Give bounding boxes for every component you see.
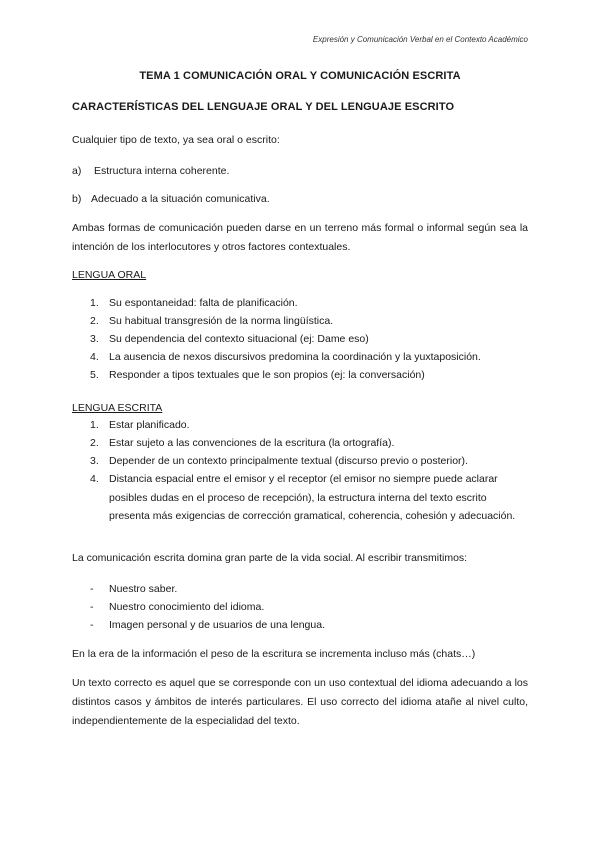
transmit-item-text: Nuestro saber. — [109, 583, 178, 595]
point-b-label: b) — [72, 193, 82, 205]
escrita-item-number: 1. — [90, 419, 99, 431]
dash-bullet: - — [90, 601, 94, 613]
escrita-item-text: Distancia espacial entre el emisor y el receptor (el emisor no siempre puede aclarar posibles dudas en el proceso de recepción), la estructura interna del texto escrito presenta más exigencias de corrección gramatical, coherencia, cohesión y adecuación. — [109, 473, 516, 522]
oral-item-number: 3. — [90, 333, 99, 345]
oral-heading: LENGUA ORAL — [72, 269, 147, 281]
oral-item-text: Responder a tipos textuales que le son propios (ej: la conversación) — [109, 369, 425, 381]
escrita-item-number: 4. — [90, 473, 99, 485]
document-title: TEMA 1 COMUNICACIÓN ORAL Y COMUNICACIÓN ESCRITA — [139, 70, 461, 82]
escrita-item-number: 2. — [90, 437, 99, 449]
escrita-item-number: 3. — [90, 455, 99, 467]
dash-bullet: - — [90, 619, 94, 631]
section-subtitle: CARACTERÍSTICAS DEL LENGUAJE ORAL Y DEL LENGUAJE ESCRITO — [72, 101, 455, 113]
escrita-item-text: Depender de un contexto principalmente textual (discurso previo o posterior). — [109, 455, 468, 467]
social-paragraph: La comunicación escrita domina gran parte de la vida social. Al escribir transmitimos: — [72, 552, 468, 564]
oral-item-number: 4. — [90, 351, 99, 363]
oral-item-number: 1. — [90, 297, 99, 309]
point-a-label: a) — [72, 165, 82, 177]
correcto-paragraph: Un texto correcto es aquel que se corresponde con un uso contextual del idioma adecuando a los distintos casos y ámbitos de interés particulares. El uso correcto del idioma atañe al nivel culto, independientemente de la especialidad del texto. — [72, 677, 528, 727]
era-paragraph: En la era de la información el peso de la escritura se incrementa incluso más (chats…) — [72, 648, 476, 660]
dash-bullet: - — [90, 583, 94, 595]
oral-item-text: Su dependencia del contexto situacional (ej: Dame eso) — [109, 333, 369, 345]
oral-item-text: La ausencia de nexos discursivos predomina la coordinación y la yuxtaposición. — [109, 351, 481, 363]
oral-item-text: Su espontaneidad: falta de planificación. — [109, 297, 298, 309]
escrita-item-text: Estar planificado. — [109, 419, 190, 431]
transmit-item-text: Nuestro conocimiento del idioma. — [109, 601, 265, 613]
point-a-text: Estructura interna coherente. — [94, 165, 230, 177]
oral-item-text: Su habitual transgresión de la norma lingüística. — [109, 315, 334, 327]
ambas-paragraph: Ambas formas de comunicación pueden darse en un terreno más formal o informal según sea la intención de los interlocutores y otros factores contextuales. — [72, 222, 528, 253]
page-header: Expresión y Comunicación Verbal en el Contexto Académico — [312, 35, 528, 44]
transmit-item-text: Imagen personal y de usuarios de una lengua. — [109, 619, 325, 631]
escrita-item-text: Estar sujeto a las convenciones de la escritura (la ortografía). — [109, 437, 395, 449]
oral-item-number: 5. — [90, 369, 99, 381]
oral-item-number: 2. — [90, 315, 99, 327]
escrita-heading: LENGUA ESCRITA — [72, 402, 163, 414]
point-b-text: Adecuado a la situación comunicativa. — [91, 193, 270, 205]
intro-paragraph: Cualquier tipo de texto, ya sea oral o escrito: — [72, 134, 280, 146]
